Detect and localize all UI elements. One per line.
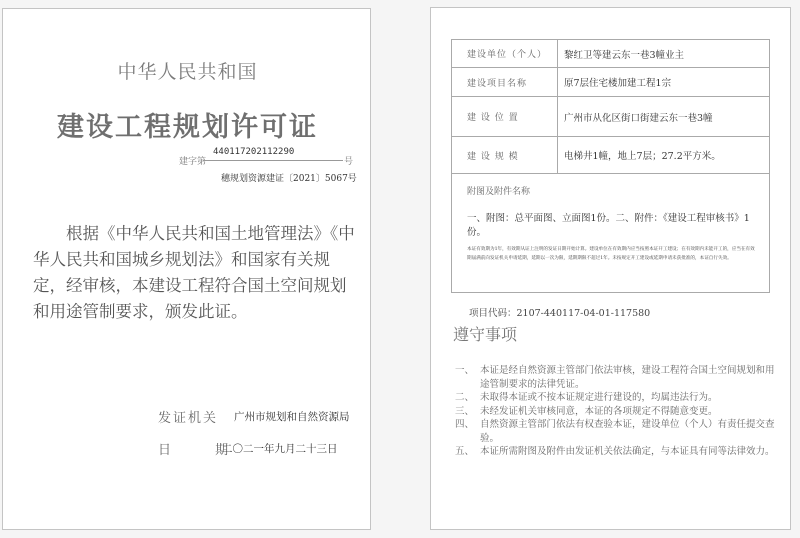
permit-number-underline: [203, 160, 343, 161]
notice-number: 五、: [455, 446, 475, 457]
table-row-location: [452, 97, 769, 137]
table-row-applicant: [452, 40, 769, 68]
country-name: 中华人民共和国: [117, 61, 258, 83]
notice-text: 本证是经自然资源主管部门依法审核，建设工程符合国土空间规划和用途管制要求的法律凭证。: [480, 365, 775, 390]
notice-number: 四、: [455, 419, 475, 430]
notice-text: 未取得本证或不按本证规定进行建设的，均属违法行为。: [480, 392, 718, 403]
list-item: [455, 364, 780, 391]
applicant-value: 黎红卫等建云东一巷3幢业主: [564, 49, 685, 61]
applicant-label: 建设单位（个人）: [452, 40, 558, 67]
notice-text: 未经发证机关审核同意，本证的各项规定不得随意变更。: [480, 405, 718, 417]
notice-number: 二、: [455, 392, 475, 403]
permit-code: 穗规划资源建证〔2021〕5067号: [221, 174, 357, 184]
table-row-scale: [452, 137, 769, 174]
list-item: [455, 418, 780, 445]
list-item: [455, 405, 780, 419]
issue-date: 二〇二一年九月二十三日: [222, 443, 338, 455]
notice-number: 一、: [455, 365, 475, 376]
permit-suffix: 号: [344, 157, 354, 167]
location-label: 建 设 位 置: [452, 97, 558, 136]
scale-value: 电梯井1幢，地上7层；27.2平方米。: [564, 151, 721, 162]
list-item: [455, 391, 780, 405]
permit-number: 440117202112290: [213, 147, 295, 157]
notice-list: [455, 364, 780, 459]
date-label: 日 期: [158, 443, 249, 458]
project-name-value: 原7层住宅楼加建工程1宗: [564, 78, 672, 89]
permit-details-page: [430, 7, 791, 530]
list-item: [455, 445, 780, 459]
project-name-label: 建设项目名称: [452, 68, 558, 96]
validity-fine-print: 本证有效期为1年，有效期从证上注明的发证日期开始计算。建设单位在有效期内应当按照本证开工建设；在有效期内未能开工的，应当在有效期届满前向发证机关申请延期，延期以一次为限，延期期限不超过1年。未按规定开工建设或延期申请未获批准的，本证自行失效。: [467, 247, 755, 261]
project-code: 项目代码：2107-440117-04-01-117580: [469, 308, 651, 319]
notice-title: 遵守事项: [453, 325, 518, 344]
permit-prefix: 建字第: [179, 157, 207, 167]
issuer-label: 发证机关: [158, 411, 219, 426]
document-title: 建设工程规划许可证: [57, 112, 318, 143]
scale-label: 建 设 规 模: [452, 137, 558, 173]
project-details-table: [451, 39, 770, 293]
issuer-value: 广州市规划和自然资源局: [234, 411, 350, 423]
notice-number: 三、: [455, 405, 475, 417]
notice-text: 本证所需附图及附件由发证机关依法确定，与本证具有同等法律效力。: [480, 446, 775, 457]
attachments-text: 一、附图：总平面图、立面图1份。二、附件：《建设工程审核书》1份。: [467, 213, 750, 238]
notice-text: 自然资源主管部门依法有权查验本证，建设单位（个人）有责任提交查验。: [480, 419, 775, 444]
location-value: 广州市从化区街口街建云东一巷3幢: [564, 112, 713, 124]
legal-basis-text: 根据《中华人民共和国土地管理法》《中华人民共和国城乡规划法》和国家有关规定，经审核，本建设工程符合国土空间规划和用途管制要求，颁发此证。: [33, 224, 355, 321]
permit-cover-page: [2, 8, 371, 530]
table-row-project-name: [452, 68, 769, 97]
attachments-label: 附图及附件名称: [467, 187, 531, 197]
